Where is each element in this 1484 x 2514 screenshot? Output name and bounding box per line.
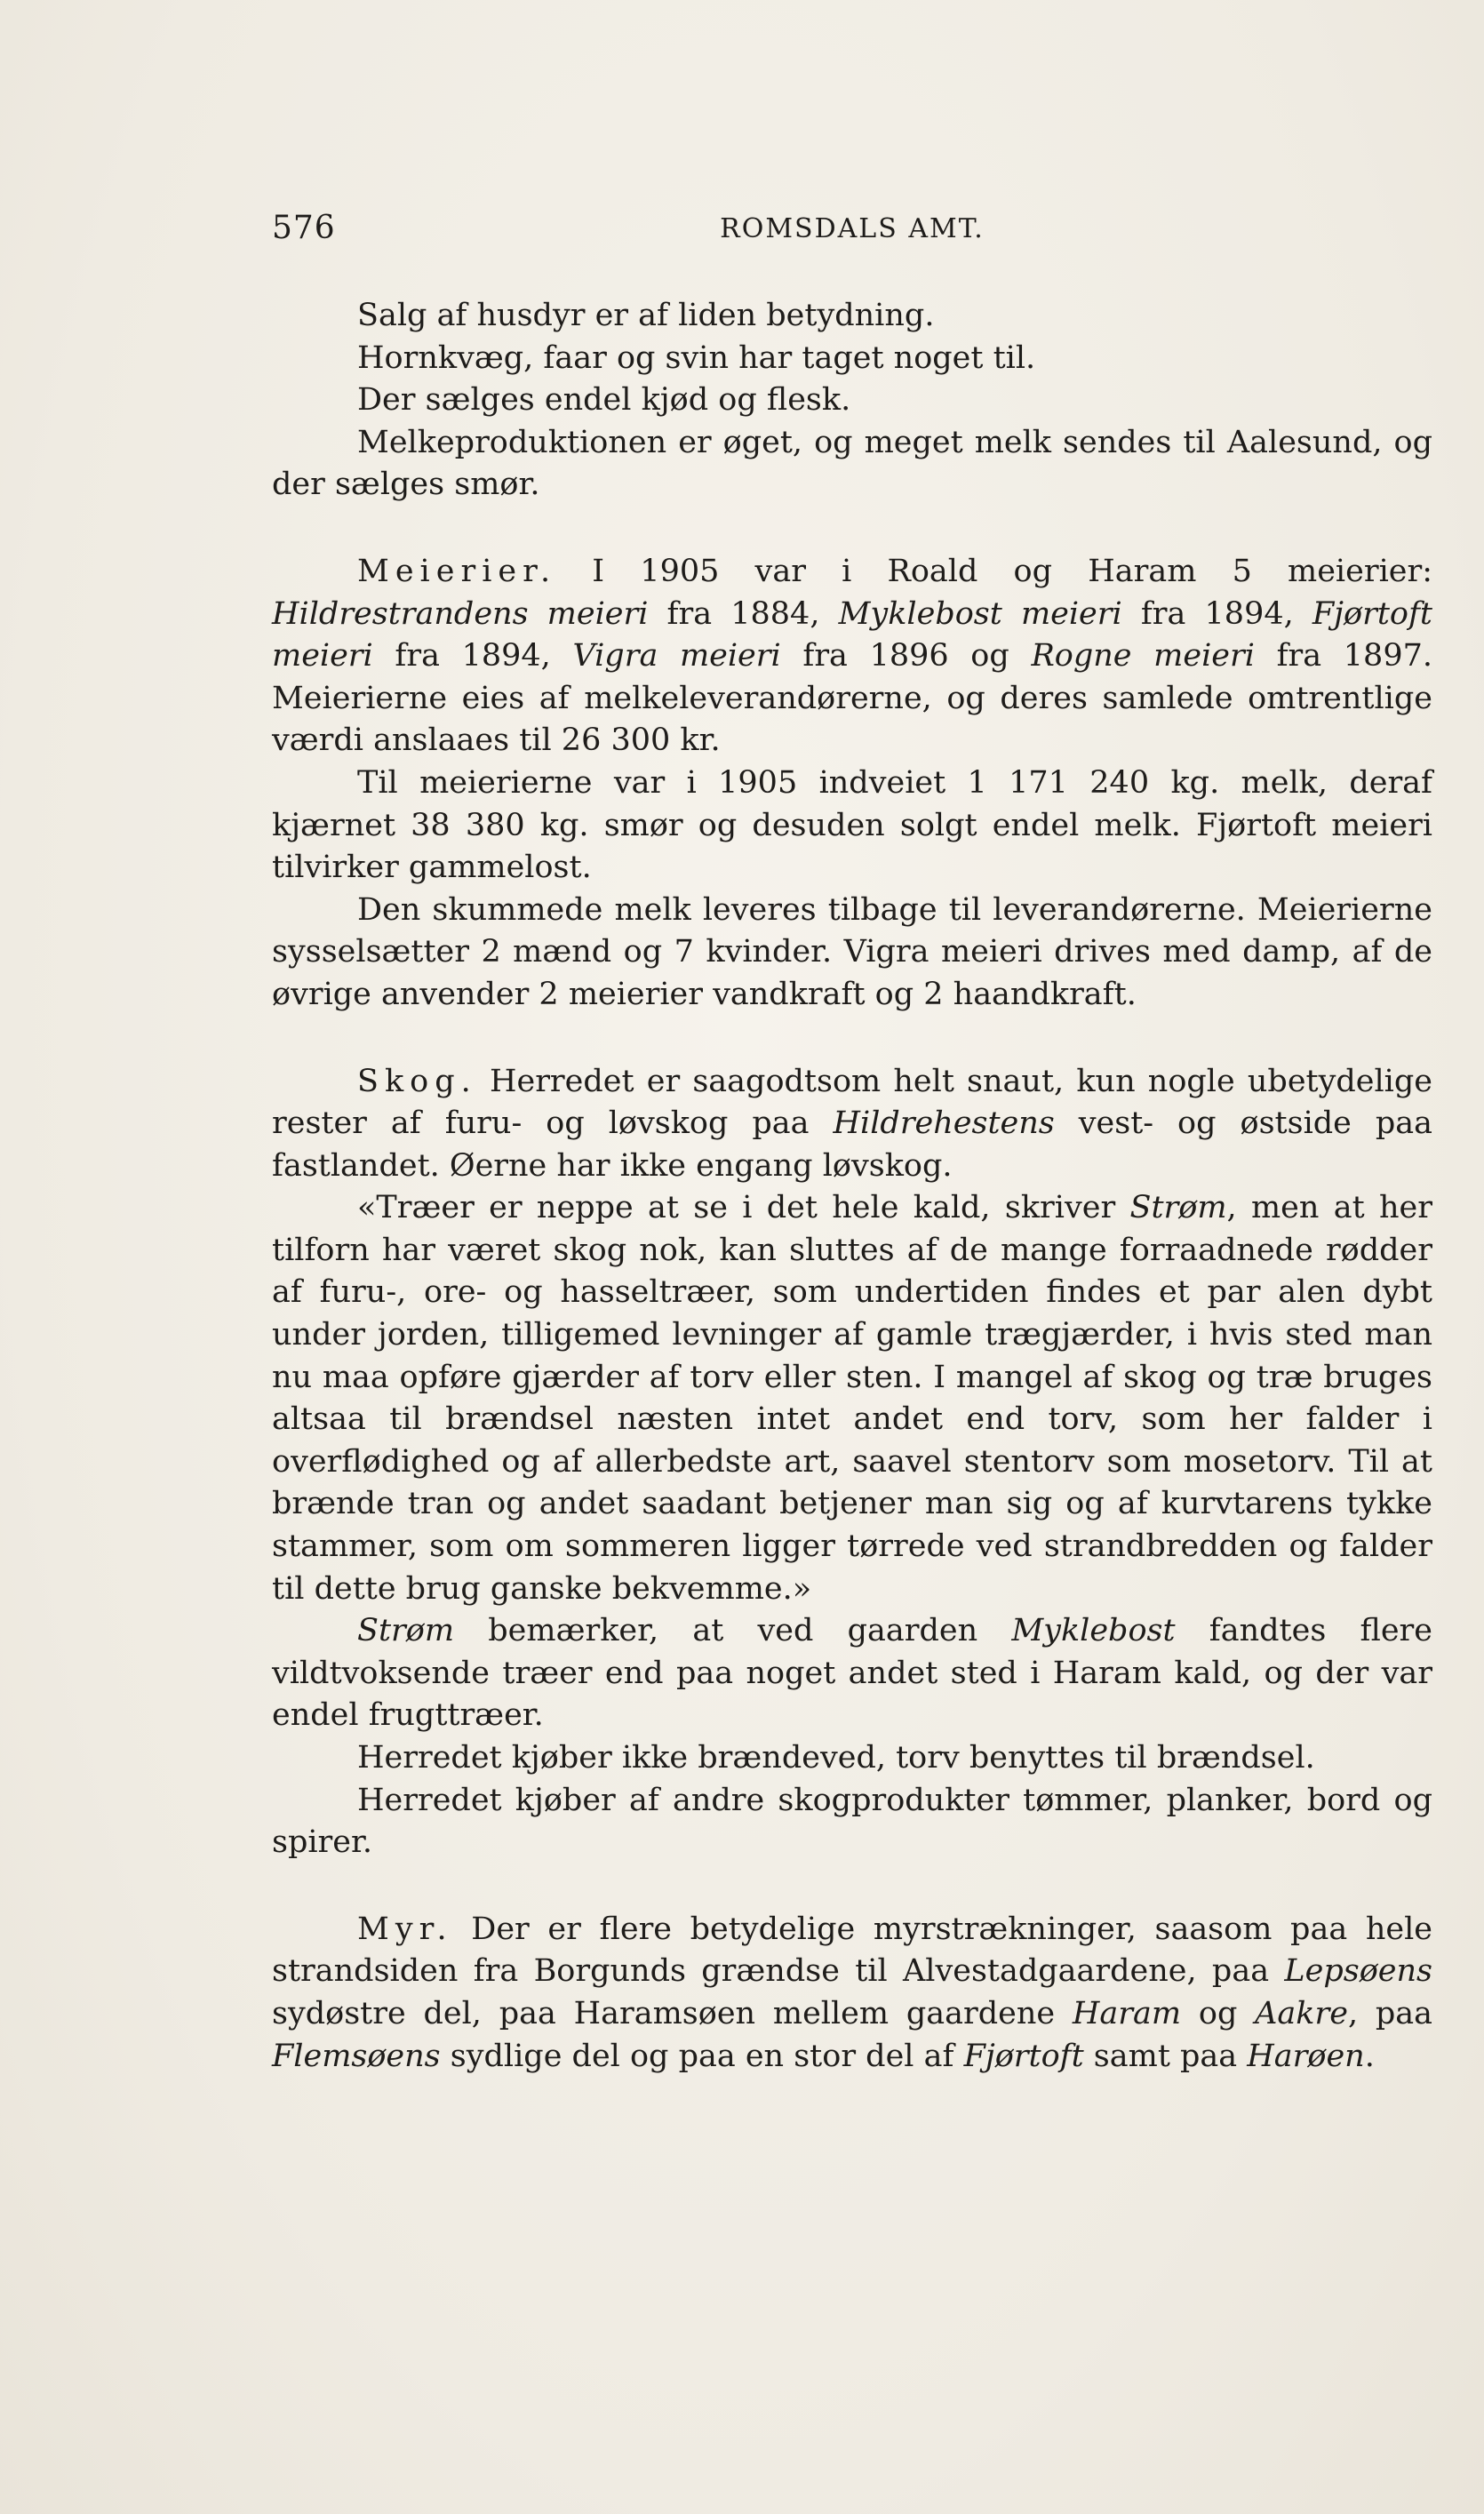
paragraph: Herredet kjøber ikke brændeved, torv benyttes til brændsel. (357, 1740, 1315, 1776)
text-run: fra 1884, (648, 595, 839, 632)
italic-name: Fjørtoft meieri (272, 595, 1432, 674)
paragraph: Den skummede melk leveres tilbage til leverandørerne. Meierierne sysselsætter 2 mænd og 7 kvinder. Vigra meieri drives med damp, af de øvrige anvender 2 meierier vandkraft og 2 haandkraft. (272, 891, 1432, 1012)
italic-name: Hildrestrandens meieri (272, 595, 649, 632)
quotation-paragraph (272, 1187, 1432, 1610)
italic-name: Myklebost (1011, 1613, 1176, 1649)
text-run: fra 1894, (372, 638, 573, 674)
paragraph: Melkeproduktionen er øget, og meget melk sendes til Aalesund, og der sælges smør. (272, 424, 1432, 503)
italic-name: Strøm (1129, 1190, 1227, 1226)
page-number: 576 (272, 210, 336, 246)
section-meierier (272, 551, 1432, 762)
paragraph (272, 1610, 1432, 1737)
text-run: samt paa (1083, 2038, 1248, 2074)
italic-name: Rogne meieri (1031, 638, 1255, 674)
text-run: Herredet er saagodtsom helt snaut, kun nogle ubetydelige rester af furu- og løvskog paa (272, 1063, 1432, 1142)
italic-name: Harøen (1247, 2038, 1365, 2074)
text-run: , paa (1347, 1995, 1433, 2031)
italic-name: Hildrehestens (833, 1105, 1055, 1142)
text-run: Der er flere betydelige myrstrækninger, saasom paa hele strandsiden fra Borgunds grændse til Alvestadgaardene, paa (272, 1911, 1432, 1990)
text-run: fra 1897. Meierierne eies af melkeleverandørerne, og deres samlede omtrentlige værdi anslaaes til 26 300 kr. (272, 638, 1432, 759)
text-run: fra 1894, (1121, 595, 1312, 632)
italic-name: Haram (1072, 1995, 1182, 2031)
section-heading: Myr. (357, 1911, 453, 1947)
page-header (272, 210, 1432, 254)
section-heading: Meierier. (357, 553, 557, 589)
paragraph: Herredet kjøber af andre skogprodukter tømmer, planker, bord og spirer. (272, 1782, 1432, 1861)
text-run: I 1905 var i Roald og Haram 5 meierier: (556, 553, 1432, 589)
italic-name: Myklebost meieri (838, 595, 1122, 632)
text-run: sydlige del og paa en stor del af (440, 2038, 964, 2074)
text-run: . (1364, 2038, 1375, 2074)
paragraph: Der sælges endel kjød og flesk. (357, 382, 851, 419)
page-body (272, 295, 1432, 2078)
text-run: «Træer er neppe at se i det hele kald, skriver (357, 1190, 1130, 1226)
italic-name: Fjørtoft (963, 2038, 1084, 2074)
italic-name: Lepsøens (1284, 1953, 1432, 1990)
text-run: , men at her tilforn har været skog nok, kan sluttes af de mange forraadnede rødder af furu-, ore- og hasseltræer, som undertiden findes et par alen dybt under jorden, tilligemed levninger af gamle trægjærder, i hvis sted man nu maa opføre gjærder af torv eller sten. I mangel af skog og træ bruges altsaa til brændsel næsten intet andet end torv, som her falder i overflødighed og af allerbedste art, saavel stentorv som mosetorv. Til at brænde tran og andet saadant betjener man sig og af kurvtarens tykke stammer, som om sommeren ligger tørrede ved strandbredden og falder til dette brug ganske bekvemme.» (272, 1190, 1432, 1607)
text-run: bemærker, at ved gaarden (454, 1613, 1012, 1649)
section-heading: Skog. (357, 1063, 477, 1099)
running-head: ROMSDALS AMT. (720, 213, 985, 244)
paragraph: Til meierierne var i 1905 indveiet 1 171 240 kg. melk, deraf kjærnet 38 380 kg. smør og desuden solgt endel melk. Fjørtoft meieri tilvirker gammelost. (272, 764, 1432, 886)
paragraph: Salg af husdyr er af liden betydning. (357, 298, 935, 333)
paragraph: Hornkvæg, faar og svin har taget noget til. (357, 339, 1036, 376)
text-run: fandtes flere vildtvoksende træer end paa noget andet sted i Haram kald, og der var endel frugttræer. (272, 1613, 1432, 1734)
section-skog (272, 1061, 1432, 1188)
text-run: sydøstre del, paa Haramsøen mellem gaardene (272, 1995, 1073, 2031)
text-run: vest- og østside paa fastlandet. Øerne har ikke engang løvskog. (272, 1105, 1432, 1184)
italic-name: Vigra meieri (572, 638, 781, 674)
italic-name: Aakre (1255, 1995, 1348, 2031)
italic-name: Flemsøens (272, 2038, 441, 2074)
italic-name: Strøm (357, 1613, 455, 1649)
section-myr (272, 1909, 1432, 2078)
text-run: fra 1896 og (780, 638, 1032, 674)
text-run: og (1181, 1995, 1256, 2031)
